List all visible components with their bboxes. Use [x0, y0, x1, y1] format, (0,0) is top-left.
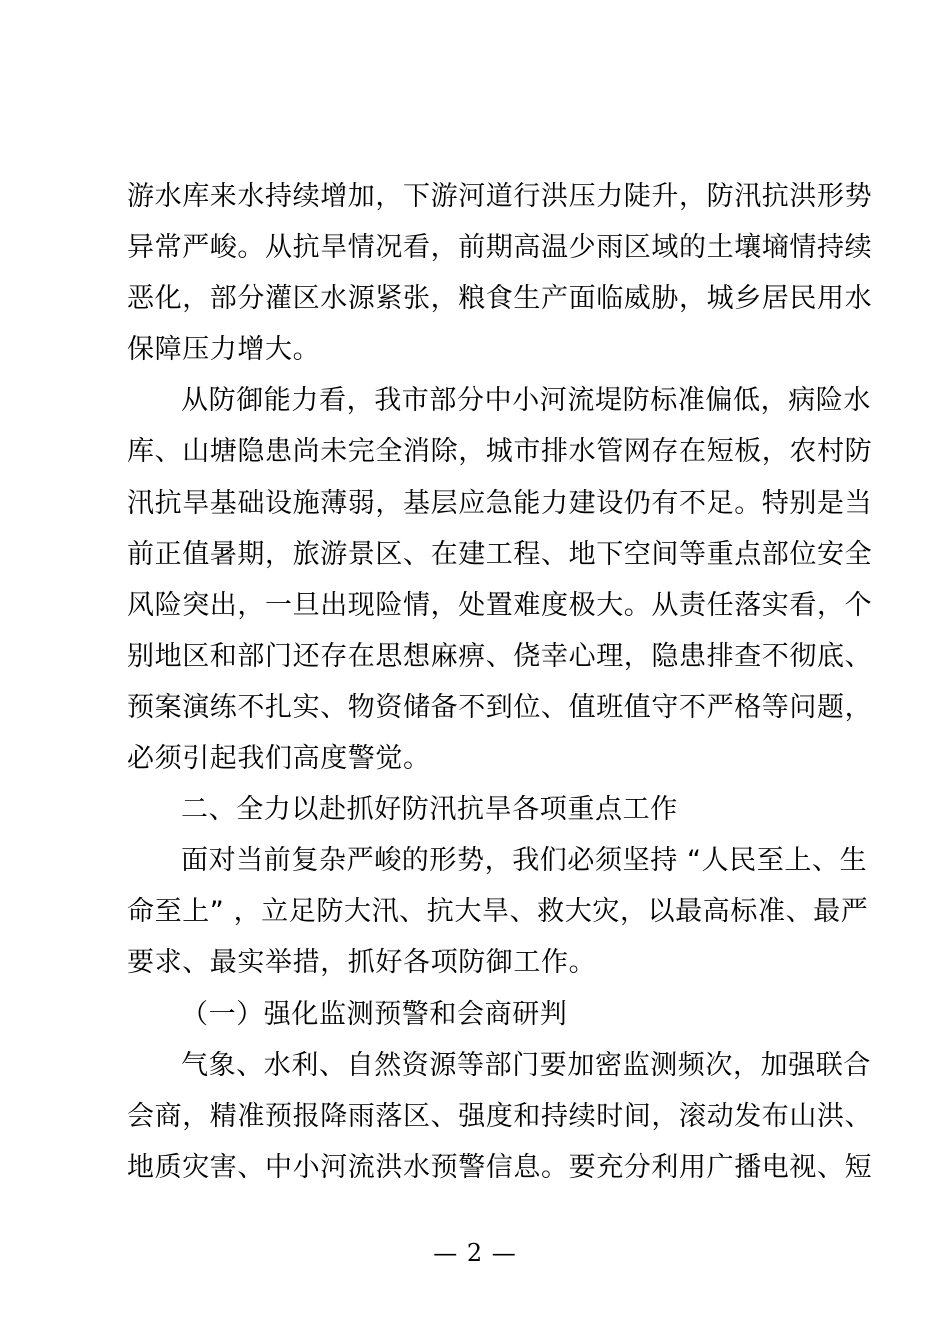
text-line: 预案演练不扎实、物资储备不到位、值班值守不严格等问题，	[127, 691, 873, 723]
text-line: 恶化，部分灌区水源紧张，粮食生产面临威胁，城乡居民用水	[127, 283, 873, 315]
text-line: 命至上” ，立足防大汛、抗大旱、救大灾，以最高标准、最严	[127, 896, 869, 928]
text-line: 面对当前复杂严峻的形势，我们必须坚持 “人民至上、生	[181, 845, 868, 877]
page-number: — 2 —	[433, 1239, 517, 1267]
text-line: 异常严峻。从抗旱情况看，前期高温少雨区域的土壤墒情持续	[127, 232, 873, 264]
text-line: 库、山塘隐患尚未完全消除，城市排水管网存在短板，农村防	[127, 436, 873, 468]
text-line: 会商，精准预报降雨落区、强度和持续时间，滚动发布山洪、	[127, 1100, 873, 1132]
text-line: 汛抗旱基础设施薄弱，基层应急能力建设仍有不足。特别是当	[127, 487, 873, 519]
text-line: 气象、水利、自然资源等部门要加密监测频次，加强联合	[181, 1049, 871, 1081]
text-line: 前正值暑期，旅游景区、在建工程、地下空间等重点部位安全	[127, 538, 873, 570]
text-line: 地质灾害、中小河流洪水预警信息。要充分利用广播电视、短	[127, 1151, 873, 1183]
text-line: 保障压力增大。	[127, 334, 321, 366]
text-line: 必须引起我们高度警觉。	[127, 743, 431, 775]
text-line: 风险突出，一旦出现险情，处置难度极大。从责任落实看，个	[127, 589, 873, 621]
text-line: 游水库来水持续增加，下游河道行洪压力陡升，防汛抗洪形势	[127, 181, 873, 212]
text-line: 别地区和部门还存在思想麻痹、侥幸心理，隐患排查不彻底、	[127, 640, 873, 672]
section-heading: 二、全力以赴抓好防汛抗旱各项重点工作	[181, 794, 678, 826]
subsection-heading: （一）强化监测预警和会商研判	[181, 998, 568, 1030]
body-text	[127, 180, 873, 1202]
text-line: 要求、最实举措，抓好各项防御工作。	[127, 947, 597, 979]
text-line: 从防御能力看，我市部分中小河流堤防标准偏低，病险水	[181, 385, 871, 417]
